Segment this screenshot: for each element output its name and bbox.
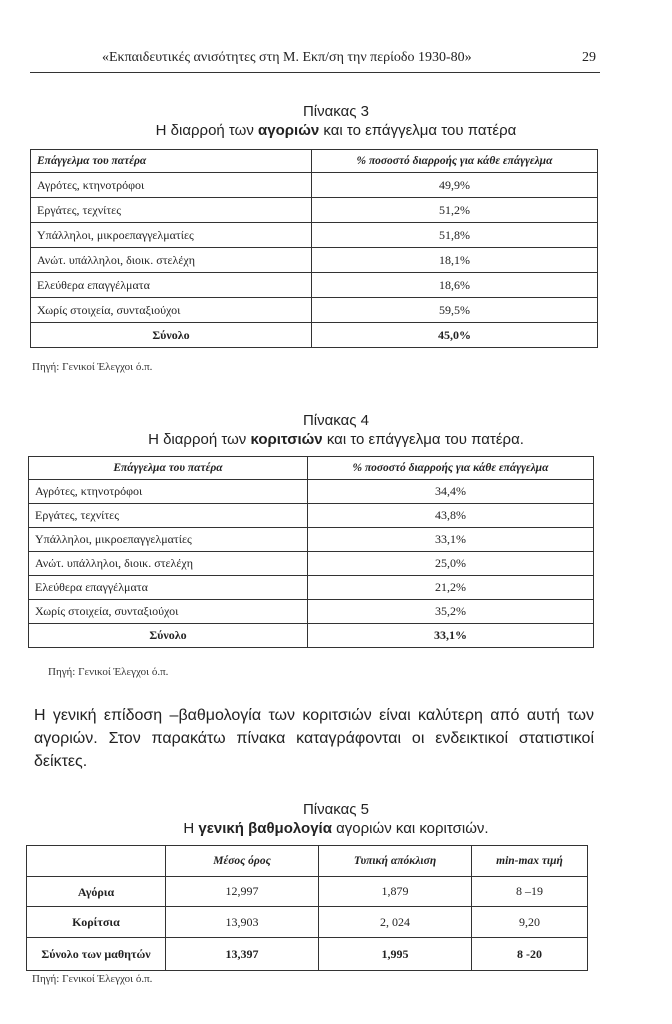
range-cell: 9,20 <box>472 907 588 938</box>
table3-row <box>31 173 598 198</box>
occupation-cell: Ελεύθερα επαγγέλματα <box>31 273 312 298</box>
table4-source: Πηγή: Γενικοί Έλεγχοι ό.π. <box>48 666 169 678</box>
table3-row <box>31 273 598 298</box>
table4-row <box>29 528 594 552</box>
table4-label: Πίνακας 4 <box>302 412 370 429</box>
total-label: Σύνολο <box>29 624 308 648</box>
table5-row <box>27 938 588 971</box>
table3-label: Πίνακας 3 <box>302 103 370 120</box>
group-cell: Αγόρια <box>27 877 166 907</box>
table3-row <box>31 248 598 273</box>
table4-row <box>29 504 594 528</box>
total-value: 33,1% <box>308 624 594 648</box>
table5-col-sd: Τυπική απόκλιση <box>319 846 472 877</box>
rate-cell: 33,1% <box>308 528 594 552</box>
table4-row <box>29 576 594 600</box>
rate-cell: 35,2% <box>308 600 594 624</box>
table3-caption <box>0 102 672 140</box>
rate-cell: 43,8% <box>308 504 594 528</box>
table4-total-row <box>29 624 594 648</box>
rate-cell: 49,9% <box>312 173 598 198</box>
table3-row <box>31 298 598 323</box>
table5-header-row <box>27 846 588 877</box>
occupation-cell: Αγρότες, κτηνοτρόφοι <box>31 173 312 198</box>
rate-cell: 25,0% <box>308 552 594 576</box>
table4-row <box>29 480 594 504</box>
mean-cell: 13,397 <box>166 938 319 971</box>
table5-subtitle: Η γενική βαθμολογία αγοριών και κοριτσιών. <box>183 820 489 837</box>
header-title: «Εκπαιδευτικές ανισότητες στη Μ. Εκπ/ση την περίοδο 1930-80» <box>102 50 472 65</box>
table5-col-mean: Μέσος όρος <box>166 846 319 877</box>
table3-subtitle: Η διαρροή των αγοριών και το επάγγελμα του πατέρα <box>155 122 517 139</box>
group-cell: Σύνολο των μαθητών <box>27 938 166 971</box>
table3 <box>30 149 598 348</box>
table4 <box>28 456 594 648</box>
table4-col-occupation: Επάγγελμα του πατέρα <box>29 457 308 480</box>
rate-cell: 34,4% <box>308 480 594 504</box>
table5-label: Πίνακας 5 <box>302 801 370 818</box>
table4-header-row <box>29 457 594 480</box>
table5-row <box>27 877 588 907</box>
occupation-cell: Αγρότες, κτηνοτρόφοι <box>29 480 308 504</box>
table4-subtitle: Η διαρροή των κοριτσιών και το επάγγελμα του πατέρα. <box>148 431 524 448</box>
page-number: 29 <box>582 50 596 65</box>
rate-cell: 59,5% <box>312 298 598 323</box>
body-paragraph: Η γενική επίδοση –βαθμολογία των κοριτσιών είναι καλύτερη από αυτή των αγοριών. Στον παρακάτω πίνακα καταγράφονται οι ενδεικτικοί στατιστικοί δείκτες. <box>34 707 594 770</box>
sd-cell: 1,995 <box>319 938 472 971</box>
range-cell: 8 -20 <box>472 938 588 971</box>
occupation-cell: Ανώτ. υπάλληλοι, διοικ. στελέχη <box>31 248 312 273</box>
table5-source: Πηγή: Γενικοί Έλεγχοι ό.π. <box>32 973 153 985</box>
table4-caption <box>0 411 672 449</box>
occupation-cell: Εργάτες, τεχνίτες <box>29 504 308 528</box>
running-header <box>30 50 600 73</box>
mean-cell: 12,997 <box>166 877 319 907</box>
occupation-cell: Υπάλληλοι, μικροεπαγγελματίες <box>29 528 308 552</box>
table5-col-group <box>27 846 166 877</box>
occupation-cell: Εργάτες, τεχνίτες <box>31 198 312 223</box>
occupation-cell: Ανώτ. υπάλληλοι, διοικ. στελέχη <box>29 552 308 576</box>
table5-row <box>27 907 588 938</box>
table3-col-rate: % ποσοστό διαρροής για κάθε επάγγελμα <box>312 150 598 173</box>
table3-source: Πηγή: Γενικοί Έλεγχοι ό.π. <box>32 361 153 373</box>
table3-header-row <box>31 150 598 173</box>
rate-cell: 18,6% <box>312 273 598 298</box>
table3-total-row <box>31 323 598 348</box>
table4-col-rate: % ποσοστό διαρροής για κάθε επάγγελμα <box>308 457 594 480</box>
table3-row <box>31 223 598 248</box>
total-value: 45,0% <box>312 323 598 348</box>
occupation-cell: Ελεύθερα επαγγέλματα <box>29 576 308 600</box>
table5-caption <box>0 800 672 838</box>
rate-cell: 21,2% <box>308 576 594 600</box>
table4-row <box>29 600 594 624</box>
occupation-cell: Χωρίς στοιχεία, συνταξιούχοι <box>29 600 308 624</box>
table3-col-occupation: Επάγγελμα του πατέρα <box>31 150 312 173</box>
rate-cell: 18,1% <box>312 248 598 273</box>
range-cell: 8 –19 <box>472 877 588 907</box>
occupation-cell: Υπάλληλοι, μικροεπαγγελματίες <box>31 223 312 248</box>
table4-row <box>29 552 594 576</box>
table5 <box>26 845 588 971</box>
rate-cell: 51,2% <box>312 198 598 223</box>
mean-cell: 13,903 <box>166 907 319 938</box>
total-label: Σύνολο <box>31 323 312 348</box>
rate-cell: 51,8% <box>312 223 598 248</box>
sd-cell: 2, 024 <box>319 907 472 938</box>
group-cell: Κορίτσια <box>27 907 166 938</box>
occupation-cell: Χωρίς στοιχεία, συνταξιούχοι <box>31 298 312 323</box>
sd-cell: 1,879 <box>319 877 472 907</box>
table5-col-range: min-max τιμή <box>472 846 588 877</box>
table3-row <box>31 198 598 223</box>
